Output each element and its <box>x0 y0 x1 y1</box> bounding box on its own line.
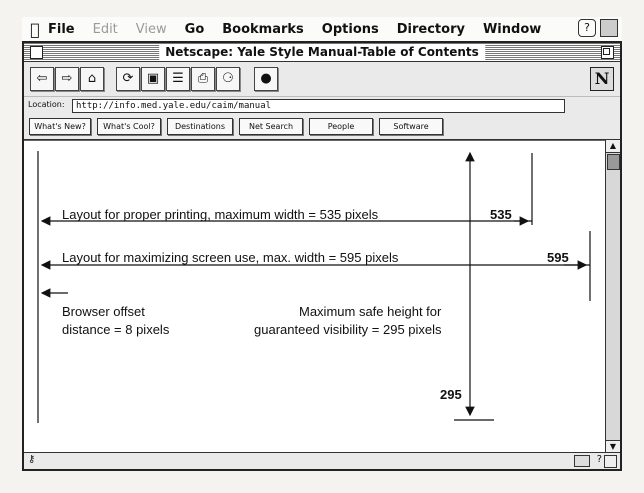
back-icon[interactable]: ⇦ <box>30 67 54 91</box>
netscape-logo[interactable]: N <box>590 67 614 91</box>
scroll-up-icon[interactable]: ▲ <box>606 140 620 153</box>
stop-icon[interactable]: ● <box>254 67 278 91</box>
help-icon[interactable]: ? <box>578 19 596 37</box>
forward-icon[interactable]: ⇨ <box>55 67 79 91</box>
title-bar[interactable] <box>24 43 620 62</box>
menu-window[interactable]: Window <box>482 21 542 37</box>
height-value: 295 <box>440 387 462 402</box>
menu-options[interactable]: Options <box>321 21 379 37</box>
screen-width-value: 595 <box>547 250 569 265</box>
net-search-button[interactable]: Net Search <box>239 118 303 135</box>
apple-icon[interactable] <box>22 20 48 39</box>
offset-label-line1: Browser offset <box>62 304 145 319</box>
location-input[interactable]: http://info.med.yale.edu/caim/manual <box>72 99 565 113</box>
menu-bookmarks[interactable]: Bookmarks <box>222 21 304 37</box>
page-content <box>24 140 606 453</box>
offset-label-line2: distance = 8 pixels <box>62 322 170 337</box>
whats-cool-button[interactable]: What's Cool? <box>97 118 161 135</box>
close-box-icon[interactable] <box>30 46 43 59</box>
location-bar <box>24 97 620 115</box>
vertical-scrollbar[interactable] <box>605 140 620 453</box>
zoom-box-icon[interactable] <box>601 46 614 59</box>
directory-buttons <box>24 115 620 140</box>
print-width-label: Layout for proper printing, maximum width = 535 pixels <box>62 207 379 222</box>
people-button[interactable]: People <box>309 118 373 135</box>
destinations-button[interactable]: Destinations <box>167 118 233 135</box>
window-title: Netscape: Yale Style Manual-Table of Contents <box>159 44 485 60</box>
software-button[interactable]: Software <box>379 118 443 135</box>
print-icon[interactable]: ⎙ <box>191 67 215 91</box>
open-icon[interactable]: ☰ <box>166 67 190 91</box>
menu-go[interactable]: Go <box>184 21 205 37</box>
status-help-icon[interactable]: ? <box>596 454 602 465</box>
reload-icon[interactable]: ⟳ <box>116 67 140 91</box>
screen-width-label: Layout for maximizing screen use, max. width = 595 pixels <box>62 250 399 265</box>
menu-bar <box>22 17 622 43</box>
application-icon[interactable] <box>600 19 618 37</box>
browser-window <box>22 41 622 471</box>
menu-file[interactable]: File <box>48 21 75 37</box>
location-label: Location: <box>28 100 65 109</box>
menu-view[interactable]: View <box>135 21 167 37</box>
images-icon[interactable]: ▣ <box>141 67 165 91</box>
print-width-value: 535 <box>490 207 512 222</box>
resize-grip-icon[interactable] <box>604 455 617 468</box>
mail-icon[interactable] <box>574 455 590 467</box>
measurement-diagram <box>24 141 606 454</box>
height-label-line1: Maximum safe height for <box>299 304 442 319</box>
status-bar <box>24 452 620 469</box>
scroll-thumb[interactable] <box>607 154 620 170</box>
security-key-icon[interactable]: ⚷ <box>28 454 36 465</box>
whats-new-button[interactable]: What's New? <box>29 118 91 135</box>
home-icon[interactable]: ⌂ <box>80 67 104 91</box>
menu-directory[interactable]: Directory <box>396 21 465 37</box>
toolbar <box>24 62 620 97</box>
scroll-down-icon[interactable]: ▼ <box>606 440 620 453</box>
find-icon[interactable]: ⚆ <box>216 67 240 91</box>
height-label-line2: guaranteed visibility = 295 pixels <box>254 322 442 337</box>
menu-edit[interactable]: Edit <box>92 21 118 37</box>
